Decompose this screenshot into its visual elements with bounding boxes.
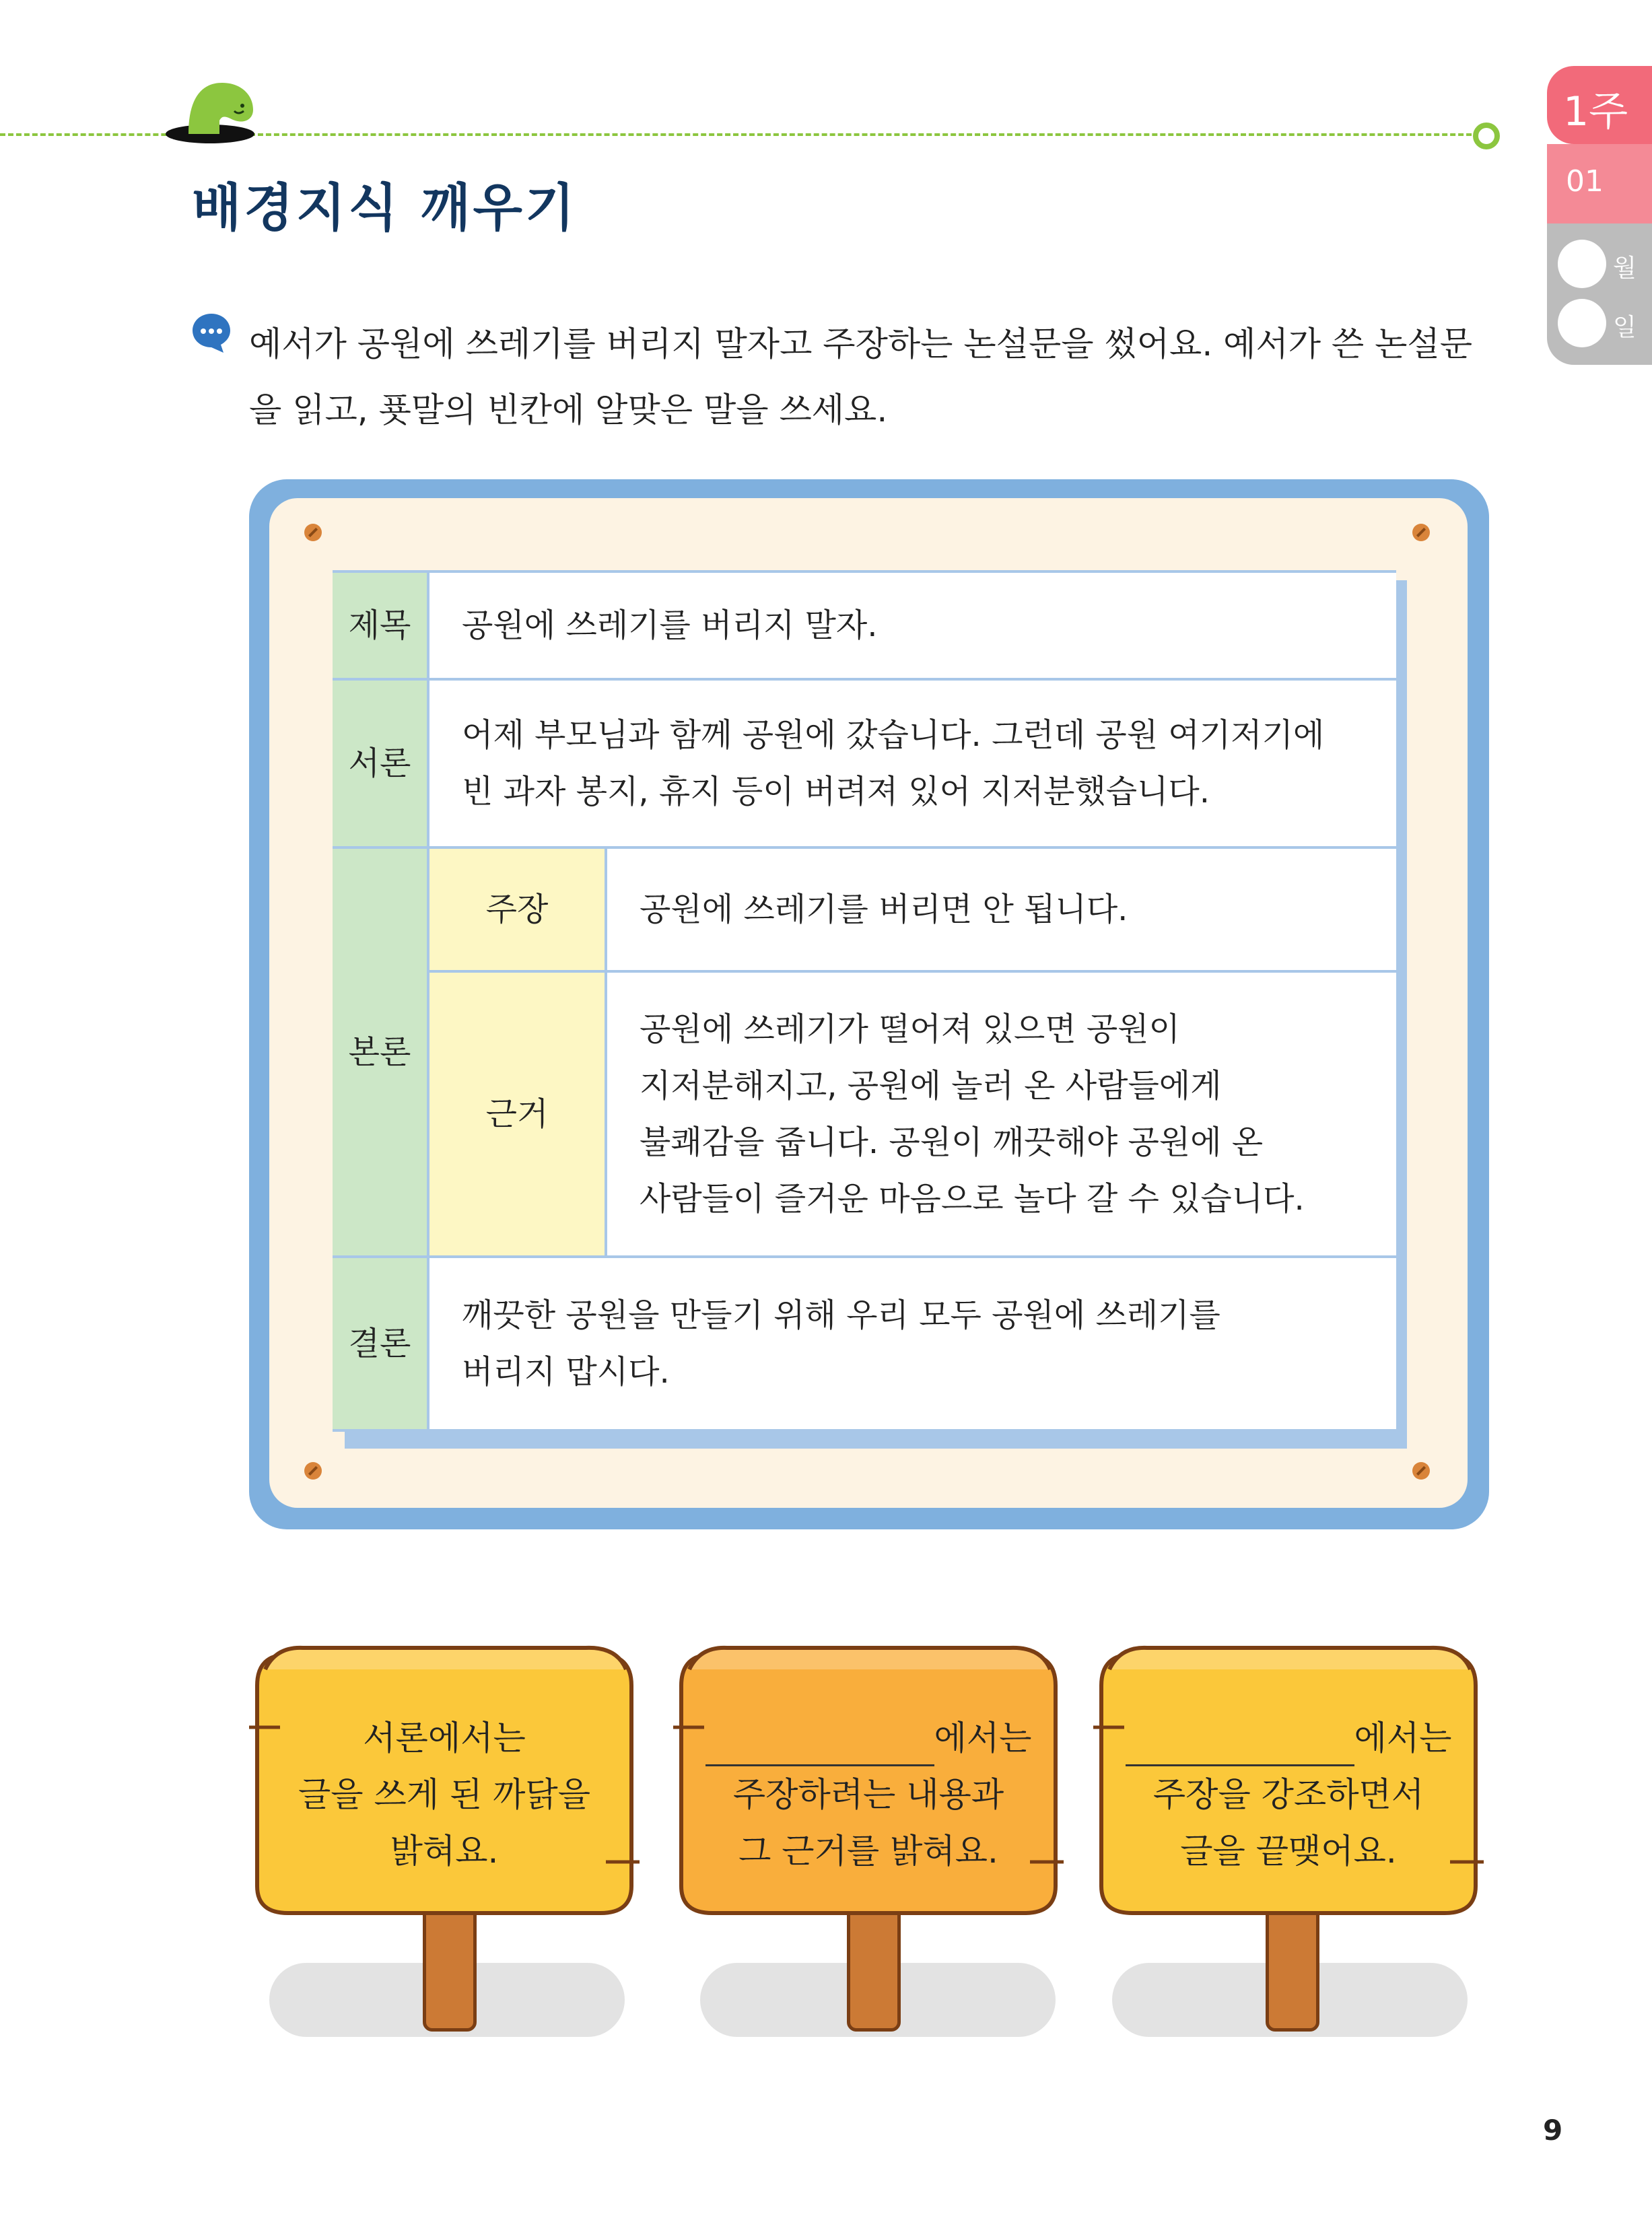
sign-3-line: 글을 끝맺어요. (1180, 1832, 1397, 1871)
sign-post (423, 1910, 477, 2032)
sign-3-text (1093, 1710, 1484, 1879)
intro-text-line: 빈 과자 봉지, 휴지 등이 버려져 있어 지저분했습니다. (462, 773, 1210, 810)
sign-1-line: 서론에서는 (363, 1719, 526, 1758)
sign-3-line (1093, 1710, 1484, 1766)
title-label: 제목 (333, 571, 428, 679)
section-title: 배경지식 깨우기 (192, 178, 578, 238)
table-row (333, 571, 1396, 679)
lesson-number-tab (1547, 144, 1652, 223)
sign-2-line: 주장하려는 내용과 (732, 1775, 1004, 1814)
reason-text-line: 불쾌감을 줍니다. 공원이 깨끗해야 공원에 온 (640, 1123, 1264, 1161)
screw-icon (1412, 1462, 1430, 1480)
day-input-circle[interactable] (1558, 299, 1606, 347)
conclusion-label: 결론 (333, 1257, 428, 1430)
month-label: 월 (1613, 254, 1637, 282)
date-tab (1547, 223, 1652, 365)
body-label: 본론 (333, 847, 428, 1257)
sign-2-line (673, 1710, 1064, 1766)
claim-text: 공원에 쓰레기를 버리면 안 됩니다. (606, 847, 1396, 971)
lesson-number: 01 (1566, 164, 1604, 199)
claim-label: 주장 (428, 847, 606, 971)
sign-2-line: 그 근거를 밝혀요. (738, 1832, 998, 1871)
reason-cell (606, 971, 1396, 1257)
table-row (333, 1257, 1396, 1430)
day-label: 일 (1613, 314, 1637, 341)
title-text: 공원에 쓰레기를 버리지 말자. (428, 571, 1396, 679)
reason-text-line: 지저분해지고, 공원에 놀러 온 사람들에게 (640, 1067, 1222, 1105)
sign-3-line: 주장을 강조하면서 (1152, 1775, 1424, 1814)
essay-table (333, 570, 1396, 1432)
reason-label: 근거 (428, 971, 606, 1257)
sign-2-suffix: 에서는 (934, 1719, 1032, 1758)
answer-blank[interactable] (705, 1724, 934, 1766)
sign-1-text (249, 1710, 640, 1879)
conclusion-cell (428, 1257, 1396, 1430)
reason-text-line: 공원에 쓰레기가 떨어져 있으면 공원이 (640, 1010, 1180, 1048)
instruction-text: 예서가 공원에 쓰레기를 버리지 말자고 주장하는 논설문을 썼어요. 예서가 쓴 논설문을 읽고, 푯말의 빈칸에 알맞은 말을 쓰세요. (249, 324, 1473, 429)
table-row (333, 971, 1396, 1257)
sign-post (847, 1910, 901, 2032)
intro-cell (428, 679, 1396, 847)
month-input-circle[interactable] (1558, 240, 1606, 288)
answer-blank[interactable] (1126, 1724, 1354, 1766)
conclusion-text-line: 버리지 맙시다. (462, 1353, 670, 1391)
table-row (333, 679, 1396, 847)
week-tab (1547, 66, 1652, 144)
sign-1-line: 밝혀요. (390, 1832, 499, 1871)
sign-post (1266, 1910, 1319, 2032)
conclusion-text-line: 깨끗한 공원을 만들기 위해 우리 모두 공원에 쓰레기를 (462, 1296, 1220, 1334)
reason-text-line: 사람들이 즐거운 마음으로 놀다 갈 수 있습니다. (640, 1180, 1305, 1218)
dotted-line-end-circle (1473, 123, 1500, 149)
intro-text-line: 어제 부모님과 함께 공원에 갔습니다. 그런데 공원 여기저기에 (462, 716, 1325, 754)
screw-icon (1412, 524, 1430, 541)
sign-3-suffix: 에서는 (1354, 1719, 1452, 1758)
intro-label: 서론 (333, 679, 428, 847)
week-label: 1주 (1563, 88, 1628, 135)
sign-2-text (673, 1710, 1064, 1879)
screw-icon (304, 524, 322, 541)
page-number: 9 (1543, 2114, 1563, 2147)
screw-icon (304, 1462, 322, 1480)
speech-bubble-icon (190, 311, 233, 354)
worm-mascot-icon (162, 71, 269, 145)
table-row (333, 847, 1396, 971)
sign-1-line: 글을 쓰게 된 까닭을 (298, 1775, 591, 1814)
